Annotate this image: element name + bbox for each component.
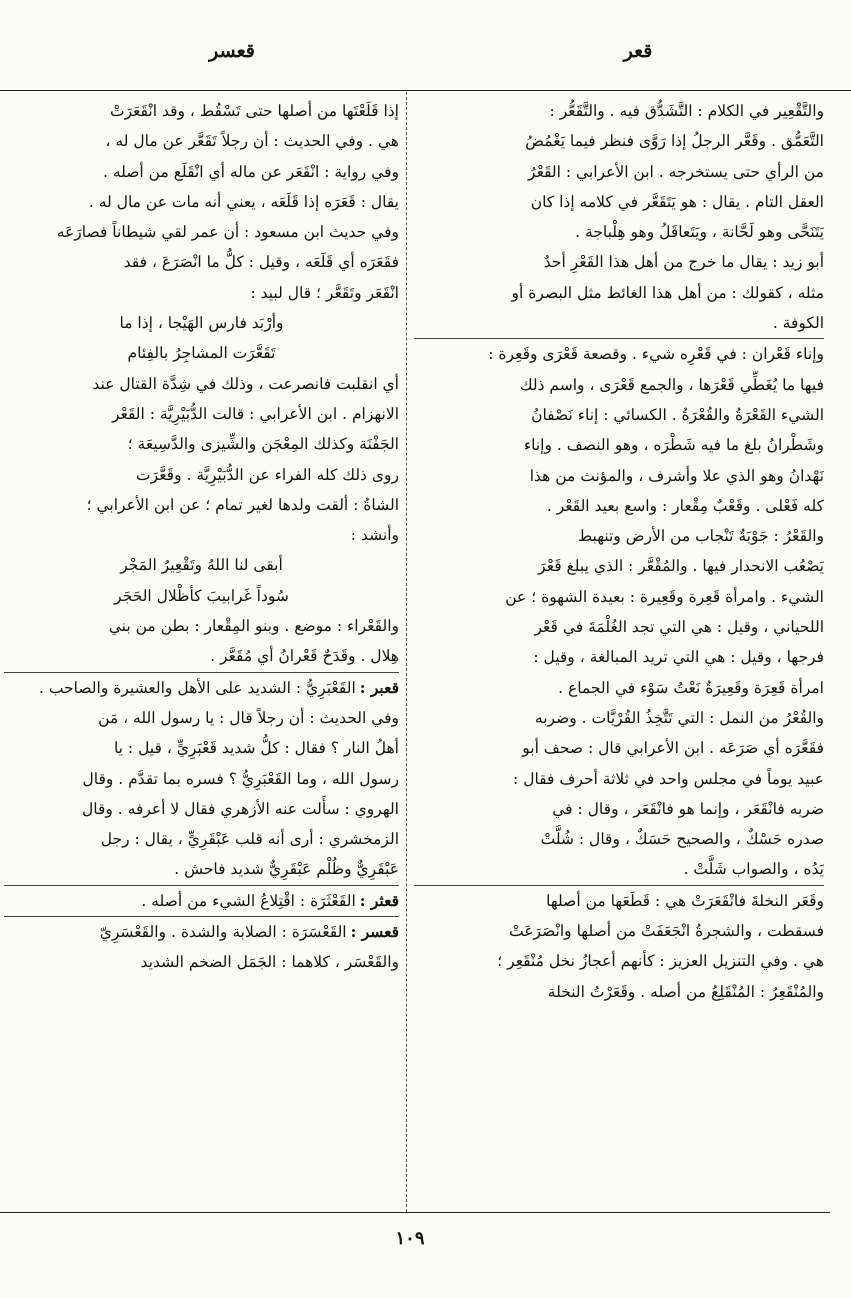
line-text: من الرأي حتى يستخرجه . ابن الأعرابي : القَعْرُ [528, 162, 824, 181]
running-header-left: قعسر [209, 40, 255, 62]
verse-line [4, 581, 399, 611]
text-line [414, 885, 824, 916]
text-line [4, 916, 399, 947]
entry-headword: قعثر : [359, 890, 399, 910]
text-line [4, 96, 399, 126]
text-line [4, 733, 399, 763]
text-line [414, 612, 824, 642]
line-text: الانهزام . ابن الأعرابي : قالت الدُّبَيْرِيَّة : القَعْر [111, 404, 399, 423]
text-line [4, 399, 399, 429]
line-text: والقَعْراء : موضع . وبنو المِقْعار : بطن من بني [108, 617, 399, 636]
line-text: وفي حديث ابن مسعود : أن عمر لقي شيطاناً فصارَعَه [56, 223, 399, 242]
line-text: هي . وفي الحديث : أن رجلاً تَقَعَّر عن مال له ، [105, 132, 399, 151]
text-line [414, 430, 824, 460]
line-text: سُوداً غَرابيبَ كأظْلال الحَجَر [114, 586, 289, 605]
line-text: مثله ، كقولك : من أهل هذا الغائط مثل البصرة أو [511, 283, 824, 302]
text-line [414, 764, 824, 794]
text-line [414, 733, 824, 763]
text-line [4, 490, 399, 520]
text-line [4, 672, 399, 703]
text-line [414, 338, 824, 369]
line-text: القَعْسَرَة : الصلابة والشدة . والقَعْسَرِيّ [99, 923, 347, 942]
line-text: الهروي : سأَلت عنه الأزهري فقال لا أعرفه . وقال [82, 799, 399, 818]
line-text: فقَعَّرَه أي صَرَعَه . ابن الأعرابي قال : صحف أبو [522, 739, 824, 758]
verse-line [4, 338, 399, 368]
line-text: انْقَعَر وتَقَعَّر ؛ قال لبيد : [250, 283, 399, 302]
line-text: العقل التام . يقال : هو يَتَقَعَّر في كلامه إذا كان [530, 192, 824, 211]
line-text: فرجها ، وقيل : هي التي تريد المبالغة ، وقيل : [533, 648, 824, 667]
text-line [414, 642, 824, 672]
text-line [4, 703, 399, 733]
verse-line [4, 550, 399, 580]
text-line [414, 187, 824, 217]
line-text: وأرْبَد فارس الهَيْجا ، إذا ما [119, 314, 284, 333]
line-text: تَقَعَّرَت المشاجِرُ بالفِئام [127, 344, 276, 363]
text-line [414, 491, 824, 521]
line-text: الكوفة . [772, 314, 824, 333]
text-line [414, 916, 824, 946]
column-divider [406, 92, 407, 1212]
line-text: إذا قَلَعْتَها من أصلها حتى تَسْقُط ، وقد انْقَعَرَتْ [109, 102, 399, 120]
line-text: الجَفْنَة وكذلك المِعْجَن والشِّيزى والدَّسِيعَة ؛ [127, 435, 399, 454]
text-line [4, 824, 399, 854]
line-text: الشيء . وامرأة قَعِرة وقَعِيرة : بعيدة الشهوة ؛ عن [505, 587, 824, 606]
line-text: أبقى لنا اللهُ وتَقْعِيرُ المَجْر [120, 556, 283, 575]
text-line [414, 854, 824, 884]
line-text: القَعْثَرَة : اقْتِلاعُ الشيء من أصله . [141, 891, 356, 910]
line-text: أهلُ النار ؟ فقال : كلُّ شديد قَعْبَرِيٍّ ، قيل : يا [113, 739, 399, 758]
line-text: رسول الله ، وما القَعْبَرِيُّ ؟ فسره بما تقدَّم . وقال [82, 769, 399, 788]
line-text: التَّعَمُّق . وقَعَّر الرجلُ إذا رَوَّى فنظر فيما يَغْمُضُ [525, 132, 824, 151]
text-line [4, 157, 399, 187]
text-line [4, 641, 399, 671]
line-text: وفي الحديث : أن رجلاً قال : يا رسول الله ، مَن [98, 708, 399, 727]
line-text: وفي رواية : انْقَعَر عن ماله أي انْقَلَع من أصله . [102, 162, 399, 181]
text-line [4, 947, 399, 977]
line-text: عبيد يوماً في مجلس واحد في ثلاثة أحرف فقال : [513, 769, 824, 788]
text-line [414, 977, 824, 1007]
line-text: والقَعْسَر ، كلاهما : الجَمَل الضخم الشديد [140, 953, 399, 972]
text-line [414, 157, 824, 187]
line-text: هِلال . وقَدَحٌ قَعْرانُ أي مُقَعَّر . [210, 647, 399, 666]
line-text: روى ذلك كله الفراء عن الدُّبَيْرِيَّة . وقَعَّرَت [136, 465, 399, 484]
text-line [4, 854, 399, 884]
text-line [414, 370, 824, 400]
line-text: صدره حَسْكٌ ، والصحيح حَسَكٌ ، وقال : شُلَّتْ [540, 830, 824, 849]
running-header-right: قعر [623, 40, 653, 62]
text-line [414, 308, 824, 338]
line-text: أي انقلبت فانصرعت ، وذلك في شِدَّة القتال عند [92, 374, 399, 393]
entry-headword: قعبر : [359, 677, 399, 697]
header-rule [0, 90, 851, 91]
line-text: أبو زيد : يقال ما خرج من أهل هذا القَعْرِ أحدٌ [543, 253, 824, 272]
text-line [4, 278, 399, 308]
text-line [4, 520, 399, 550]
left-column [4, 96, 399, 1208]
line-text: فيها ما يُغَطِّي قَعْرَها ، والجمع قَعْرَى ، واسم ذلك [519, 375, 824, 394]
line-text: والمُنْقَعِرُ : المُنْقَلِعُ من أصله . وقَعَرْتُ النخلة [547, 982, 824, 1001]
line-text: فسقطت ، والشجرةُ انْجَعَفَتْ من أصلها وانْصَرَعَتْ [509, 922, 824, 941]
line-text: يقال : قَعَرَه إذا قَلَعَه ، يعني أنه مات عن مال له . [88, 192, 399, 211]
line-text: يَتَنَحَّى وهو لَحَّانة ، ويَتَعاقَلُ وهو هِلْباجة . [575, 223, 824, 242]
text-line [4, 794, 399, 824]
text-line [4, 885, 399, 916]
text-line [414, 461, 824, 491]
text-line [4, 126, 399, 156]
text-line [414, 247, 824, 277]
text-line [4, 429, 399, 459]
line-text: عَبْقَرِيٌّ وظُلْم عَبْقَرِيٌّ شديد فاحش . [174, 860, 399, 879]
text-line [414, 400, 824, 430]
footer-rule [0, 1212, 830, 1213]
text-line [414, 582, 824, 612]
text-line [414, 96, 824, 126]
text-line [4, 460, 399, 490]
page-number: ١٠٩ [395, 1228, 425, 1249]
line-text: اللحياني ، وقيل : هي التي تجد الغُلْمَةَ في قَعْر [534, 618, 824, 637]
text-line [4, 187, 399, 217]
line-text: وشَطْرانُ بلغ ما فيه شَطْرَه ، وهو النصف . وإناء [523, 436, 824, 455]
text-line [414, 521, 824, 551]
verse-line [4, 308, 399, 338]
line-text: فقَعَرَه أي قَلَعَه ، وقيل : كلُّ ما انْصَرَعَ ، فقد [123, 253, 399, 272]
line-text: والقُعْرُ من النمل : التي تَتَّخِذُ القُرْيَّات . وضربه [534, 708, 824, 727]
line-text: وقَعَر النخلةَ فانْقَعَرَتْ هي : قَطَعَها من أصلها [546, 891, 824, 910]
line-text: هي . وفي التنزيل العزيز : كأنهم أعجازُ نخل مُنْقَعِر ؛ [497, 952, 824, 971]
right-column [414, 96, 824, 1208]
text-line [4, 217, 399, 247]
text-line [4, 247, 399, 277]
text-line [4, 611, 399, 641]
line-text: ضربه فانْقَعَر ، وإنما هو فانْقَعَر ، وقال : في [552, 799, 824, 818]
text-line [414, 824, 824, 854]
line-text: والتَّقْعِير في الكلام : التَّشَدُّق فيه . والتَّقَعُّر : [549, 102, 824, 120]
line-text: الشيء القَعْرَةُ والقُعْرَةُ . الكسائي : إناء نَصْفانُ [531, 405, 824, 424]
text-line [414, 217, 824, 247]
line-text: امرأة قَعِرَة وقَعِيرَةٌ نَعْتُ سَوْء في الجماع . [558, 678, 824, 697]
text-line [414, 946, 824, 976]
line-text: يَصْعُب الانحدار فيها . والمُقْعَّر : الذي يبلغ قَعْرَ [538, 557, 824, 576]
text-line [4, 764, 399, 794]
line-text: والقَعْرُ : جَوْبَةٌ تَنْجاب من الأرض وتنهبط [577, 527, 824, 546]
text-line [4, 369, 399, 399]
text-line [414, 703, 824, 733]
text-line [414, 126, 824, 156]
line-text: وإناء قَعْران : في قَعْرِه شيء . وقصعة قَعْرَى وقَعِرة : [488, 345, 824, 364]
text-line [414, 673, 824, 703]
line-text: وأنشد : [350, 526, 399, 545]
line-text: الشاةُ : ألقت ولدها لغير تمام ؛ عن ابن الأعرابي ؛ [86, 495, 399, 514]
text-line [414, 794, 824, 824]
text-line [414, 278, 824, 308]
line-text: كله فَعْلى . وقَعْبٌ مِقْعار : واسع بعيد القَعْر . [546, 496, 824, 515]
entry-headword: قعسر : [350, 922, 399, 942]
line-text: يَدُه ، والصواب شَلَّتْ . [683, 860, 824, 879]
text-line [414, 551, 824, 581]
line-text: نَهْدانُ وهو الذي علا وأشرف ، والمؤنث من هذا [529, 466, 824, 485]
line-text: القَعْبَرِيُّ : الشديد على الأهل والعشيرة والصاحب . [38, 678, 356, 697]
line-text: الزمخشري : أرى أنه قلب عَبْقَرِيٍّ ، يقال : رجل [100, 830, 399, 849]
